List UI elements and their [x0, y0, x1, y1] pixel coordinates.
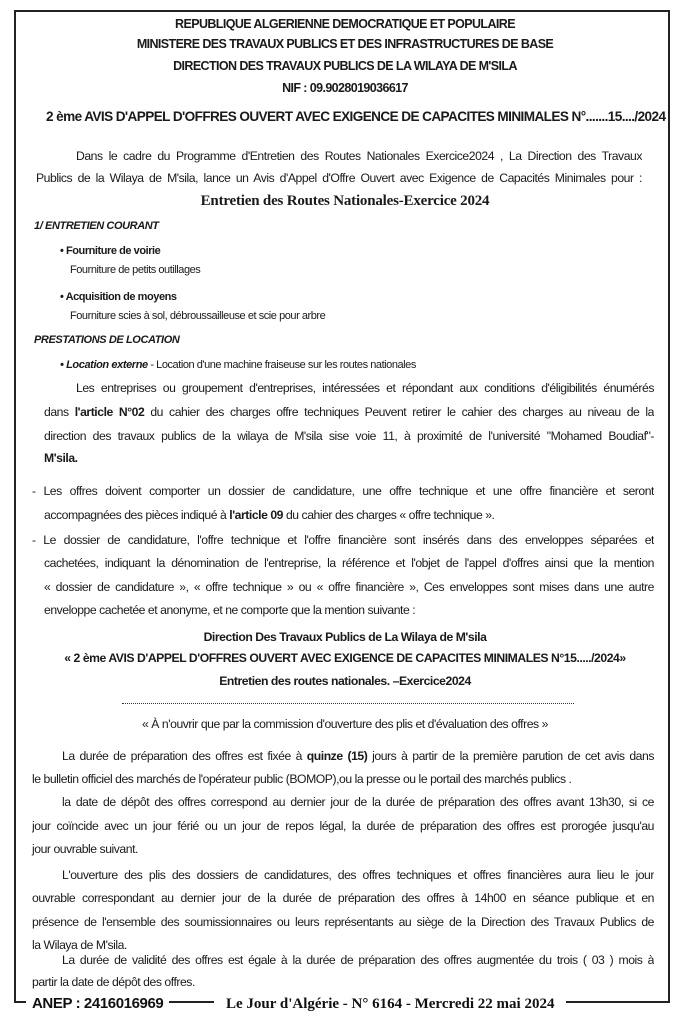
intro-line: Publics de la Wilaya de M'sila, lance un Avis d'Appel d'Offre Ouvert avec Exigence de Capacités Minimales pour : [36, 171, 642, 185]
mention-direction: Direction Des Travaux Publics de La Wilaya de M'sila [203, 630, 487, 644]
bold-text: l'article 09 [229, 508, 284, 522]
paragraph-line: le bulletin officiel des marchés de l'opérateur public (BOMOP),ou la presse ou le portail des marchés publics . [32, 772, 572, 786]
bullet-item-detail: - Location d'une machine fraiseuse sur les routes nationales [147, 359, 416, 371]
paragraph-line: enveloppe cachetée et anonyme, et ne comporte que la mention suivante : [44, 603, 416, 617]
notice-title: 2 ème AVIS D'APPEL D'OFFRES OUVERT AVEC EXIGENCE DE CAPACITES MINIMALES N°.......15..../2024 [46, 109, 666, 124]
text: dans [44, 405, 75, 419]
paragraph-line: partir la date de dépôt des offres. [32, 975, 195, 989]
text: jours à partir de la première parution de cet avis dans [367, 749, 654, 763]
intro-line: Dans le cadre du Programme d'Entretien des Routes Nationales Exercice2024 , La Direction des Travaux [76, 149, 642, 163]
paragraph-line: - Les offres doivent comporter un dossier de candidature, une offre technique et une offre financière et seront [32, 484, 654, 498]
paragraph-line: direction des travaux publics de la wilaya de M'sila sise voie 11, à proximité de l'université "Mohamed Boudiaf"- [44, 429, 654, 443]
dotted-divider [122, 703, 574, 704]
paragraph-line: la Wilaya de M'sila. [32, 938, 127, 952]
section-heading: 1/ ENTRETIEN COURANT [34, 220, 159, 232]
publication-info: Le Jour d'Algérie - N° 6164 - Mercredi 22 mai 2024 [214, 993, 566, 1015]
bullet-item-detail: Fourniture de petits outillages [70, 264, 201, 276]
bullet-item-detail: Fourniture scies à sol, débroussailleuse et scie pour arbre [70, 310, 326, 322]
paragraph-line: cachetées, indiquant la dénomination de l'entreprise, la référence et l'objet de l'appel d'offres ainsi que la mention [44, 556, 654, 570]
text: La durée de préparation des offres est fixée à [62, 749, 307, 763]
paragraph-line: jour coïncide avec un jour férié ou un jour de repos légal, la durée de préparation des offres est prorogée jusqu'au [32, 819, 654, 833]
bullet-item-label: • Fourniture de voirie [60, 245, 161, 257]
project-heading: Entretien des Routes Nationales-Exercice 2024 [200, 193, 490, 209]
paragraph-line [44, 505, 494, 525]
mention-object: Entretien des routes nationales. –Exercice2024 [219, 674, 471, 688]
paragraph-line [44, 402, 654, 422]
paragraph-line: - Le dossier de candidature, l'offre technique et l'offre financière sont insérés dans des enveloppes séparées et [32, 533, 654, 547]
mention-warning: « À n'ouvrir que par la commission d'ouverture des plis et d'évaluation des offres » [142, 717, 548, 731]
paragraph-line: Les entreprises ou groupement d'entreprises, intéressées et répondant aux conditions d'éligibilités énumérés [76, 381, 654, 395]
bold-text: l'article N°02 [74, 405, 145, 419]
bullet-item-label: • Acquisition de moyens [60, 291, 177, 303]
paragraph-line: présence de l'ensemble des soumissionnaires ou leurs représentants au siège de la Direction des Travaux Publics de [32, 915, 654, 929]
header-nif: NIF : 09.9028019036617 [282, 81, 408, 95]
bullet-item [60, 355, 416, 375]
header-republic: REPUBLIQUE ALGERIENNE DEMOCRATIQUE ET POPULAIRE [175, 17, 515, 31]
mention-title: « 2 ème AVIS D'APPEL D'OFFRES OUVERT AVEC EXIGENCE DE CAPACITES MINIMALES N°15...../2024» [64, 651, 626, 665]
paragraph-line: jour ouvrable suivant. [32, 842, 138, 856]
text: du cahier des charges offre techniques Peuvent retirer le cahier des charges au niveau de la [144, 405, 654, 419]
text: accompagnées des pièces indiqué à [44, 508, 230, 522]
header-direction: DIRECTION DES TRAVAUX PUBLICS DE LA WILAYA DE M'SILA [173, 59, 517, 73]
anep-reference: ANEP : 2416016969 [26, 993, 169, 1015]
bold-text: quinze (15) [306, 749, 368, 763]
paragraph-line: ouvrable correspondant au dernier jour de la durée de préparation des offres à 14h00 en séance publique et en [32, 891, 654, 905]
bullet-item-label: • Location externe [60, 359, 148, 371]
paragraph-line: « dossier de candidature », « offre technique » ou « offre financière », Ces enveloppes sont mises dans une autre [44, 580, 654, 594]
header-ministry: MINISTERE DES TRAVAUX PUBLICS ET DES INFRASTRUCTURES DE BASE [136, 37, 554, 51]
text: du cahier des charges « offre technique ». [283, 508, 495, 522]
paragraph-line: la date de dépôt des offres correspond au dernier jour de la durée de préparation des offres avant 13h30, si ce [62, 795, 654, 809]
paragraph-line: La durée de validité des offres est égale à la durée de préparation des offres augmentée du trois ( 03 ) mois à [62, 953, 654, 967]
paragraph-line: L'ouverture des plis des dossiers de candidatures, des offres techniques et offres financières aura lieu le jour [62, 868, 654, 882]
paragraph-line: M'sila. [44, 451, 78, 465]
paragraph-line [62, 746, 654, 766]
section-heading: PRESTATIONS DE LOCATION [34, 334, 180, 346]
